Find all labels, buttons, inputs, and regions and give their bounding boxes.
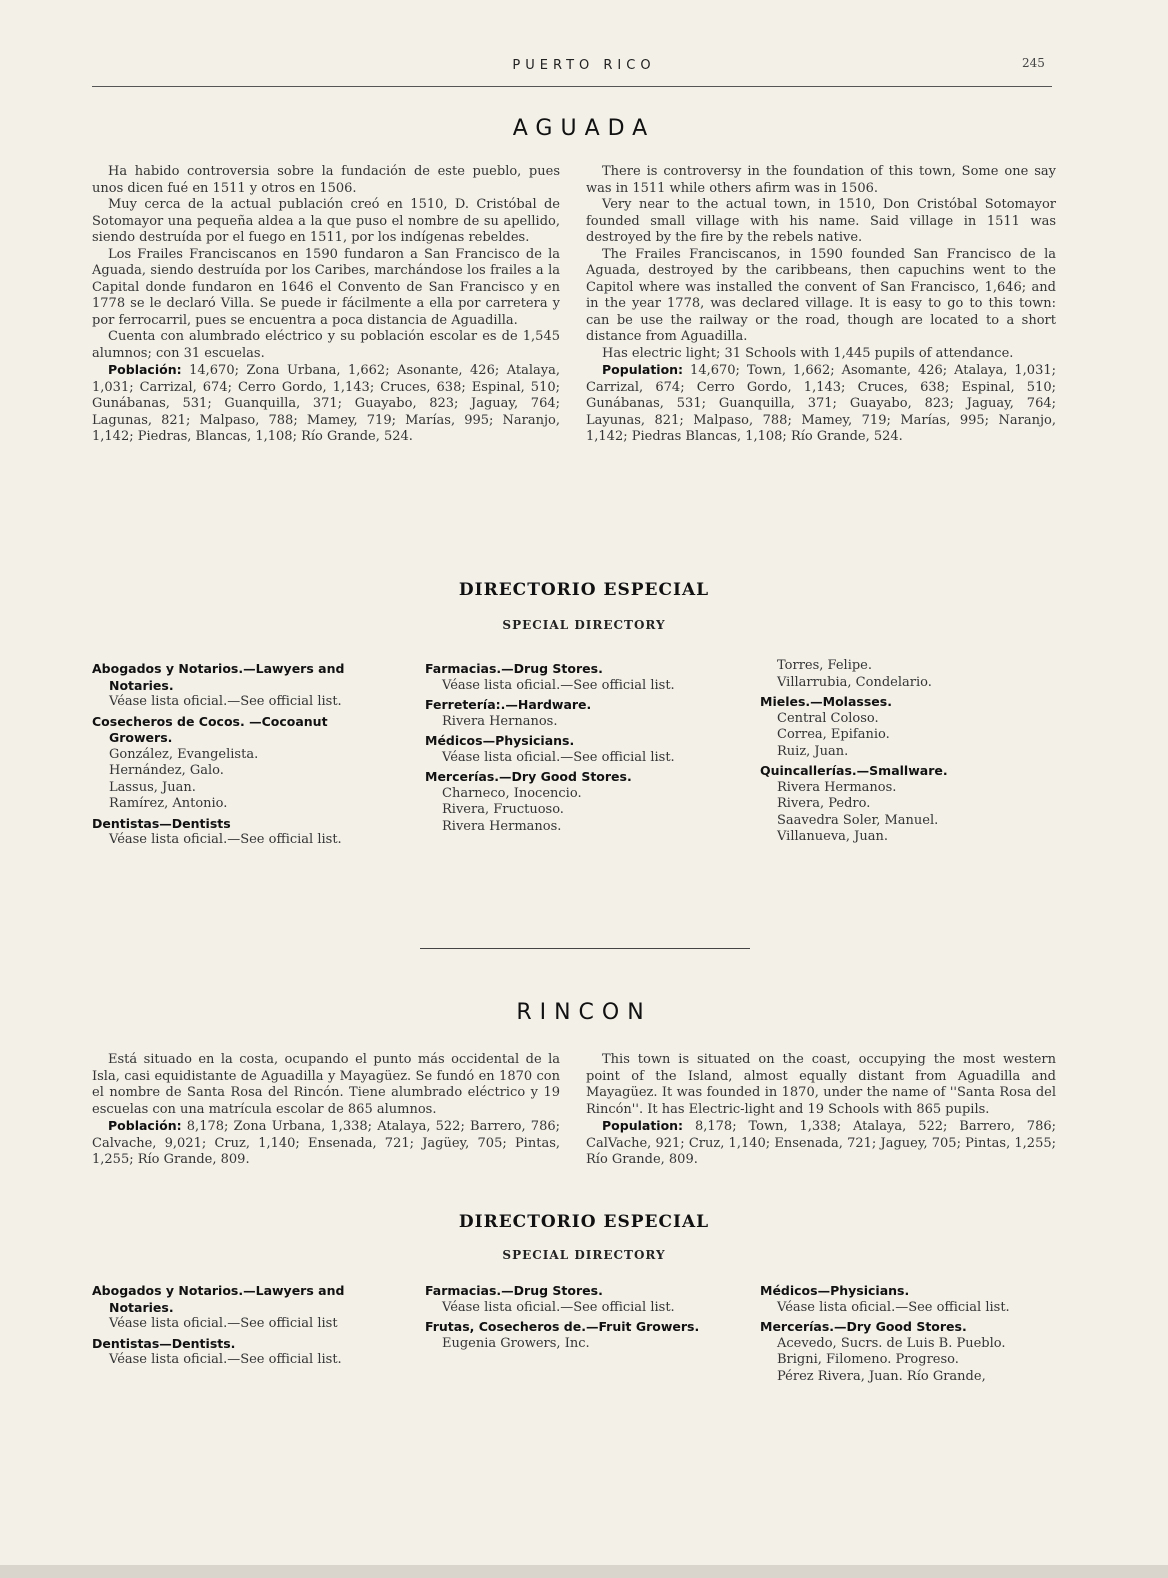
directory-entry: Véase lista oficial.—See official list. — [442, 749, 675, 765]
population-paragraph: Population: 8,178; Town, 1,338; Atalaya, 522; Barrero, 786; CalVache, 921; Cruz, 1,140; Ensenada, 721; Jaguey, 705; Pintas, 1,255; Río Grande, 809. — [586, 1118, 1056, 1167]
directory-entry: Rivera, Pedro. — [777, 796, 871, 811]
section-divider — [420, 948, 750, 949]
paragraph: The Frailes Franciscanos, in 1590 founded San Francisco de la Aguada, destroyed by the caribbeans, then capuchins went to the Capitol where was installed the convent of San Francisco, 1,646; and in the year 1778, was declared village. It is easy to go to this town: can be use the railway or the road, though are located to a short distance from Aguadilla. — [586, 246, 1056, 344]
directory-entry: González, Evangelista. — [109, 746, 259, 762]
directory-entry: Acevedo, Sucrs. de Luis B. Pueblo. — [777, 1335, 1006, 1351]
aguada-directory-col-3 — [760, 658, 1056, 846]
directory-entry: Véase lista oficial.—See official list. — [109, 694, 342, 709]
header-rule — [92, 86, 1052, 87]
directory-category: Farmacias.—Drug Stores. — [425, 1283, 603, 1298]
running-header: PUERTO RICO — [512, 58, 656, 73]
directory-entry: Véase lista oficial.—See official list. — [109, 1352, 342, 1367]
directory-entry: Hernández, Galo. — [109, 763, 224, 778]
directory-entry: Rivera Hernanos. — [442, 713, 558, 729]
directory-entry: Central Coloso. — [777, 710, 879, 726]
rincon-english-text — [586, 1052, 1056, 1169]
directory-category: Dentistas—Dentists. — [92, 1335, 236, 1351]
directory-entry: Rivera, Fructuoso. — [442, 802, 564, 817]
paragraph: Has electric light; 31 Schools with 1,445 pupils of attendance. — [602, 345, 1014, 361]
directory-category: Mercerías.—Dry Good Stores. — [425, 769, 632, 784]
directory-title: DIRECTORIO ESPECIAL — [458, 1212, 710, 1232]
aguada-spanish-text — [92, 164, 560, 446]
directory-entry: Rivera Hermanos. — [777, 779, 897, 795]
directory-entry: Saavedra Soler, Manuel. — [777, 812, 939, 828]
directory-entry: Villanueva, Juan. — [777, 829, 889, 844]
directory-subtitle: SPECIAL DIRECTORY — [502, 618, 666, 632]
page-number: 245 — [1022, 56, 1045, 70]
directory-subtitle: SPECIAL DIRECTORY — [502, 1248, 666, 1262]
paragraph: Very near to the actual town, in 1510, Don Cristóbal Sotomayor founded small village with his name. Said village in 1511 was destroyed by the fire by the rebels native. — [586, 197, 1056, 245]
directory-entry: Villarrubia, Condelario. — [777, 674, 932, 690]
population-paragraph: Population: 14,670; Town, 1,662; Asomante, 426; Atalaya, 1,031; Carrizal, 674; Cerro Gordo, 1,143; Cruces, 638; Espinal, 510; Gunábanas, 531; Guanquilla, 371; Guayabo, 823; Jaguay, 764; Layunas, 821; Malpaso, 788; Mamey, 719; Marías, 995; Naranjo, 1,142; Piedras Blancas, 1,108; Río Grande, 524. — [586, 362, 1056, 444]
town-title-rincon: RINCON — [516, 1000, 652, 1025]
directory-entry: Véase lista oficial.—See official list. — [442, 1299, 675, 1315]
directory-category: Mieles.—Molasses. — [760, 694, 892, 709]
rincon-directory-col-2 — [425, 1280, 723, 1352]
directory-category: Quincallerías.—Smallware. — [760, 763, 948, 778]
directory-entry: Rivera Hermanos. — [442, 818, 562, 834]
directory-entry: Véase lista oficial.—See official list — [109, 1316, 338, 1331]
paragraph: Cuenta con alumbrado eléctrico y su población escolar es de 1,545 alumnos; con 31 escuelas. — [92, 329, 560, 361]
directory-category: Frutas, Cosecheros de.—Fruit Growers. — [425, 1319, 700, 1334]
aguada-english-text — [586, 164, 1056, 446]
rincon-directory-col-1 — [92, 1280, 386, 1369]
directory-entry: Correa, Epifanio. — [777, 727, 890, 742]
paragraph: Los Frailes Franciscanos en 1590 fundaron a San Francisco de la Aguada, siendo destruída por los Caribes, marchándose los frailes a la Capital donde fundaron en 1646 el Convento de San Francisco y en 1778 se le declaró Villa. Se puede ir fácilmente a ella por carretera y por ferrocarril, pues se encuentra a poca distancia de Aguadilla. — [92, 246, 560, 328]
paragraph: Está situado en la costa, ocupando el punto más occidental de la Isla, casi equidistante de Aguadilla y Mayagüez. Se fundó en 1870 con el nombre de Santa Rosa del Rincón. Tiene alumbrado eléctrico y 19 escuelas con una matrícula escolar de 865 alumnos. — [92, 1052, 560, 1117]
directory-entry: Pérez Rivera, Juan. Río Grande, — [777, 1368, 986, 1384]
directory-title: DIRECTORIO ESPECIAL — [458, 580, 710, 600]
directory-entry: Ruiz, Juan. — [777, 743, 849, 759]
directory-entry: Ramírez, Antonio. — [109, 796, 228, 811]
aguada-directory-col-2 — [425, 658, 723, 835]
directory-category: Médicos—Physicians. — [760, 1283, 910, 1298]
paragraph: Ha habido controversia sobre la fundación de este pueblo, pues unos dicen fué en 1511 y otros en 1506. — [92, 164, 560, 196]
directory-category: Médicos—Physicians. — [425, 733, 575, 748]
page-edge-shadow — [0, 1565, 1168, 1578]
directory-entry: Lassus, Juan. — [109, 779, 196, 795]
population-paragraph: Población: 8,178; Zona Urbana, 1,338; Atalaya, 522; Barrero, 786; Calvache, 9,021; Cruz, 1,140; Ensenada, 721; Jagüey, 705; Pintas, 1,255; Río Grande, 809. — [92, 1118, 560, 1167]
directory-category: Dentistas—Dentists — [92, 815, 231, 831]
directory-category: Ferretería:.—Hardware. — [425, 697, 592, 712]
paragraph: Muy cerca de la actual publación creó en 1510, D. Cristóbal de Sotomayor una pequeña aldea a la que puso el nombre de su apellido, siendo destruída por el fuego en 1511, por los indígenas rebeldes. — [92, 197, 560, 245]
directory-category: Farmacias.—Drug Stores. — [425, 661, 603, 676]
directory-entry: Torres, Felipe. — [777, 658, 873, 673]
directory-entry: Charneco, Inocencio. — [442, 785, 582, 801]
directory-entry: Brigni, Filomeno. Progreso. — [777, 1352, 959, 1367]
directory-category: Abogados y Notarios.—Lawyers and Notaries. — [92, 1283, 345, 1315]
rincon-spanish-text — [92, 1052, 560, 1169]
directory-category: Mercerías.—Dry Good Stores. — [760, 1319, 967, 1334]
paragraph: There is controversy in the foundation of this town, Some one say was in 1511 while others afirm was in 1506. — [586, 164, 1056, 196]
directory-entry: Véase lista oficial.—See official list. — [109, 832, 342, 847]
directory-entry: Véase lista oficial.—See official list. — [442, 677, 675, 693]
directory-entry: Eugenia Growers, Inc. — [442, 1335, 590, 1351]
directory-category: Cosecheros de Cocos. —Cocoanut Growers. — [92, 713, 328, 745]
paragraph: This town is situated on the coast, occupying the most western point of the Island, almost equally distant from Aguadilla and Mayagüez. It was founded in 1870, under the name of ''Santa Rosa del Rincón''. It has Electric-light and 19 Schools with 865 pupils. — [586, 1052, 1056, 1117]
directory-entry: Véase lista oficial.—See official list. — [777, 1299, 1010, 1315]
directory-category: Abogados y Notarios.—Lawyers and Notaries. — [92, 661, 345, 693]
population-paragraph: Población: 14,670; Zona Urbana, 1,662; Asonante, 426; Atalaya, 1,031; Carrizal, 674; Cerro Gordo, 1,143; Cruces, 638; Espinal, 510; Gunábanas, 531; Guanquilla, 371; Guayabo, 823; Jaguay, 764; Lagunas, 821; Malpaso, 788; Mamey, 719; Marías, 995; Naranjo, 1,142; Piedras, Blancas, 1,108; Río Grande, 524. — [92, 362, 560, 444]
aguada-directory-col-1 — [92, 658, 386, 849]
town-title-aguada: AGUADA — [512, 116, 656, 141]
rincon-directory-col-3 — [760, 1280, 1060, 1385]
